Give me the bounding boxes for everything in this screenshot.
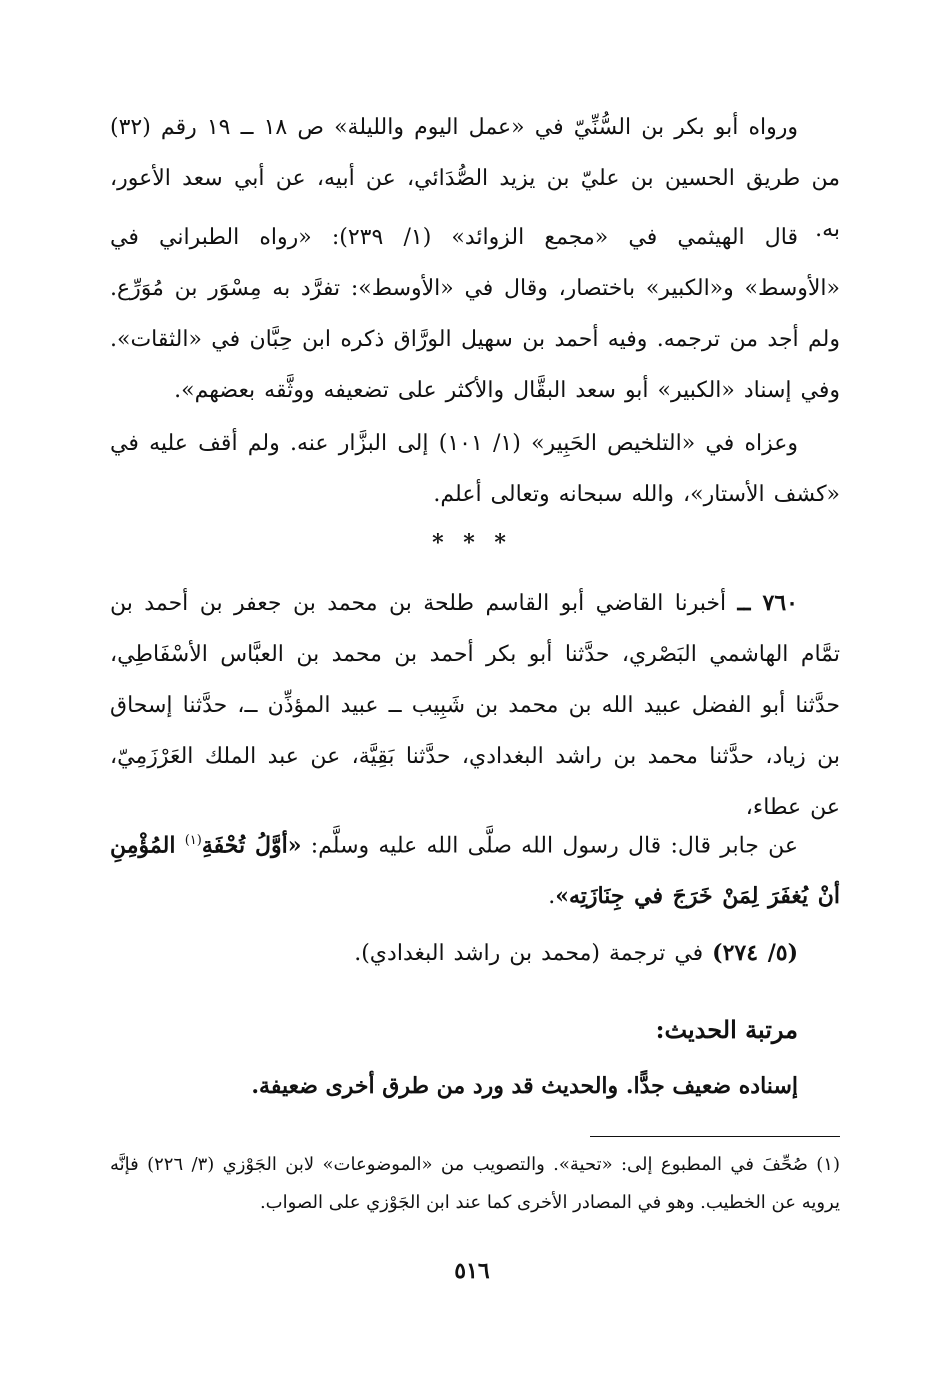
hadith-matn-part1: «أوَّلُ تُحْفَةِ — [201, 832, 302, 859]
hadith-end: . — [548, 884, 556, 910]
grade-heading: مرتبة الحديث: — [655, 1015, 798, 1044]
reference-text: في ترجمة (محمد بن راشد البغدادي). — [354, 941, 704, 966]
hadith-text-paragraph — [110, 815, 840, 922]
hadith-isnad: أخبرنا القاضي أبو القاسم طلحة بن محمد بن جعفر بن أحمد بن تمَّام الهاشمي البَصْري، حدَّثنا أبو بكر أحمد بن محمد بن العبَّاس الأسْفَاطِي، حدَّثنا أبو الفضل عبيد الله بن محمد بن شَبِيب ــ عبيد المؤذِّن ــ، حدَّثنا إسحاق بن زياد، حدَّثنا محمد بن راشد البغدادي، حدَّثنا بَقِيَّة، عن عبد الملك العَرْزَمِيّ، عن عطاء، — [110, 591, 840, 820]
paragraph-text: وعزاه في «التلخيص الحَبِير» (١/ ١٠١) إلى البزَّار عنه. ولم أقف عليه في «كشف الأستار»، والله سبحانه وتعالى أعلم. — [110, 431, 840, 507]
hadith-intro: عن جابر قال: قال رسول الله صلَّى الله عليه وسلَّم: — [310, 833, 799, 859]
footnote-number: (١) — [816, 1154, 840, 1175]
footnote-marker: (١) — [184, 833, 202, 848]
hadith-number: ٧٦٠ ــ — [737, 590, 798, 616]
hadith-reference — [110, 928, 840, 979]
hadith-chain — [110, 578, 840, 833]
paragraph-text: قال الهيثمي في «مجمع الزوائد» (١/ ٢٣٩): «رواه الطبراني في «الأوسط» و«الكبير» باختصار، وقال في «الأوسط»: تفرَّد به مِسْوَر بن مُوَرِّع. ولم أجد من ترجمه. وفيه أحمد بن سهيل الورَّاق ذكره ابن حِبَّان في «الثقات». وفي إسناد «الكبير» أبو سعد البقَّال والأكثر على تضعيفه ووثَّقه بعضهم». — [110, 225, 840, 403]
footnote-divider — [590, 1136, 840, 1137]
footnote — [110, 1146, 840, 1222]
grade-text: إسناده ضعيف جدًّا. والحديث قد ورد من طرق أخرى ضعيفة. — [251, 1073, 798, 1099]
reference-number: (٥/ ٢٧٤) — [712, 940, 798, 966]
hadith-chain-paragraph — [110, 578, 840, 833]
paragraph-talkhis — [110, 418, 840, 520]
paragraph-text: ورواه أبو بكر بن السُّنِّيّ في «عمل اليوم والليلة» ص ١٨ ــ ١٩ رقم (٣٢) من طريق الحسين بن عليّ بن يزيد الصُّدَائي، عن أبيه، عن أبي سعد الأعور، به. — [110, 115, 840, 242]
section-separator: * * * — [432, 530, 512, 556]
footnote-text: صُحِّفَ في المطبوع إلى: «تحية». والتصويب من «الموضوعات» لابن الجَوْزي (٣/ ٢٢٦) فإنَّه يرويه عن الخطيب. وهو في المصادر الأخرى كما عند ابن الجَوْزي على الصواب. — [110, 1154, 840, 1213]
hadith-reference-paragraph — [110, 928, 840, 979]
paragraph-haythami — [110, 212, 840, 416]
page-number: ٥١٦ — [454, 1258, 490, 1284]
hadith-matn-part2: المُؤْمِنِ أنْ يُغفَرَ لِمَنْ خَرَجَ في جِنَازَتِه» — [110, 832, 840, 910]
hadith-text — [110, 815, 840, 922]
